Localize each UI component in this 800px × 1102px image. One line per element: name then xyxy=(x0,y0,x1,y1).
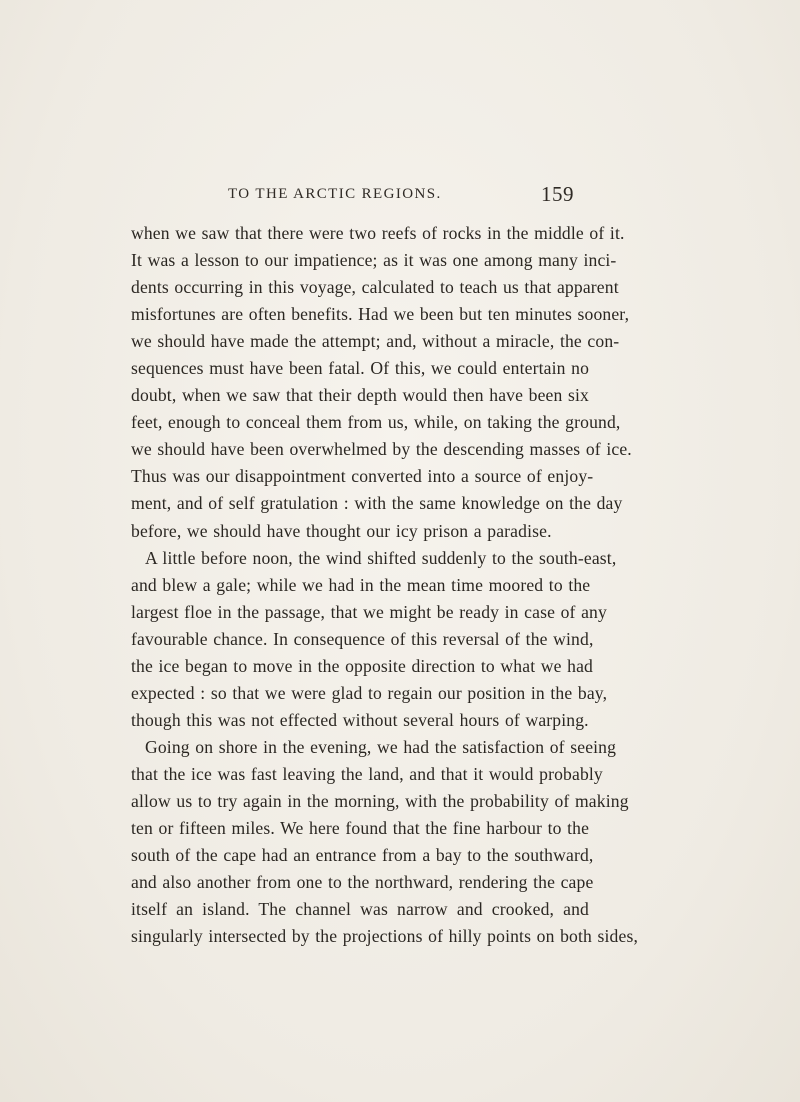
text-line: singularly intersected by the projections of hilly points on both sides, xyxy=(131,926,638,947)
text-line: largest floe in the passage, that we might be ready in case of any xyxy=(131,601,607,622)
text-line: and blew a gale; while we had in the mean time moored to the xyxy=(131,574,591,595)
text-line: and also another from one to the northward, rendering the cape xyxy=(131,872,594,893)
text-line: south of the cape had an entrance from a bay to the southward, xyxy=(131,845,594,866)
text-line: Thus was our disappointment converted into a source of enjoy- xyxy=(131,466,594,487)
running-title: TO THE ARCTIC REGIONS. xyxy=(228,186,442,202)
text-line: we should have made the attempt; and, without a miracle, the con- xyxy=(131,331,620,352)
running-header xyxy=(228,182,574,206)
text-line: allow us to try again in the morning, with the probability of making xyxy=(131,790,629,811)
text-line: the ice began to move in the opposite direction to what we had xyxy=(131,655,593,676)
body-text xyxy=(131,220,638,950)
text-line: that the ice was fast leaving the land, and that it would probably xyxy=(131,763,603,784)
text-line: sequences must have been fatal. Of this, we could entertain no xyxy=(131,358,590,379)
text-line: A little before noon, the wind shifted suddenly to the south-east, xyxy=(145,547,617,568)
text-line: feet, enough to conceal them from us, while, on taking the ground, xyxy=(131,412,621,433)
text-line: expected : so that we were glad to regain our position in the bay, xyxy=(131,682,608,703)
text-line: Going on shore in the evening, we had the satisfaction of seeing xyxy=(145,736,617,757)
text-line: doubt, when we saw that their depth would then have been six xyxy=(131,385,589,406)
text-line: before, we should have thought our icy prison a paradise. xyxy=(131,520,552,541)
text-line: ten or fifteen miles. We here found that the fine harbour to the xyxy=(131,818,590,839)
text-line: though this was not effected without several hours of warping. xyxy=(131,709,589,730)
text-line: It was a lesson to our impatience; as it was one among many inci- xyxy=(131,250,617,271)
text-line: we should have been overwhelmed by the descending masses of ice. xyxy=(131,439,632,460)
text-line: dents occurring in this voyage, calculated to teach us that apparent xyxy=(131,277,619,298)
text-line: when we saw that there were two reefs of rocks in the middle of it. xyxy=(131,223,625,243)
text-line: misfortunes are often benefits. Had we been but ten minutes sooner, xyxy=(131,304,630,325)
text-line: favourable chance. In consequence of this reversal of the wind, xyxy=(131,628,594,649)
page-number: 159 xyxy=(541,182,574,206)
text-line: ment, and of self gratulation : with the same knowledge on the day xyxy=(131,493,623,514)
text-line: itself an island. The channel was narrow and crooked, and xyxy=(131,899,589,920)
